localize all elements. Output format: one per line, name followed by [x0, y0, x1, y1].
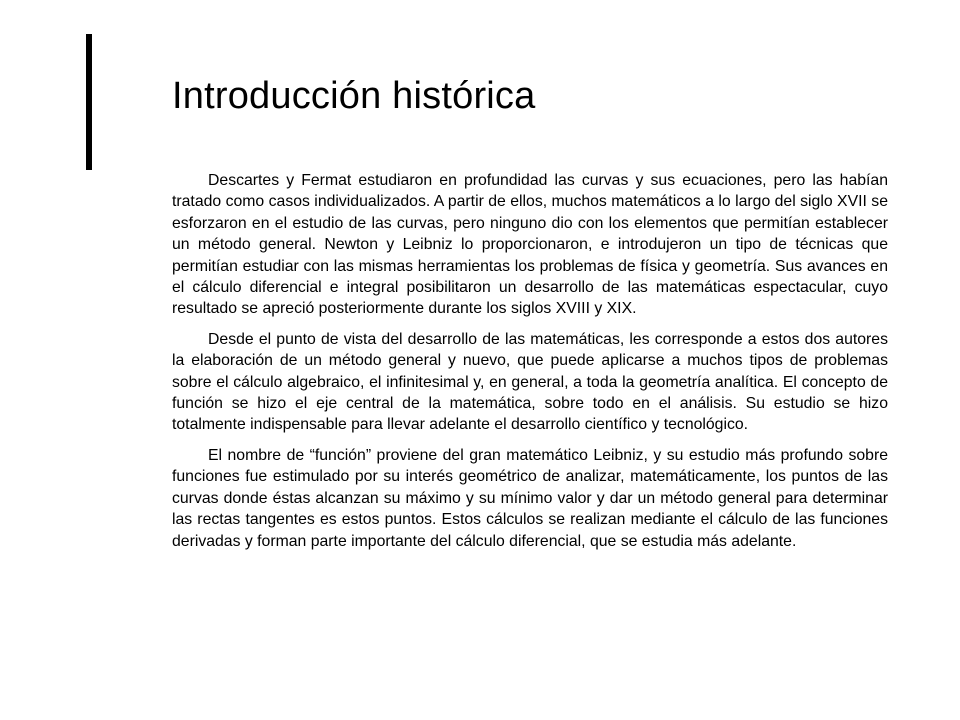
slide-body: [172, 170, 888, 561]
paragraph-3: El nombre de “función” proviene del gran matemático Leibniz, y su estudio más profundo sobre funciones fue estimulado por su interés geométrico de analizar, matemáticamente, los puntos de las curvas donde éstas alcanzan su máximo y su mínimo valor y dar un método general para determinar las rectas tangentes es estos puntos. Estos cálculos se realizan mediante el cálculo de las funciones derivadas y forman parte importante del cálculo diferencial, que se estudia más adelante.: [172, 446, 888, 550]
slide-title: Introducción histórica: [172, 75, 536, 117]
paragraph-1: Descartes y Fermat estudiaron en profundidad las curvas y sus ecuaciones, pero las habían tratado como casos individualizados. A partir de ellos, muchos matemáticos a lo largo del siglo XVII se esforzaron en el estudio de las curvas, pero ninguno dio con los elementos que permitían establecer un método general. Newton y Leibniz lo proporcionaron, e introdujeron un tipo de técnicas que permitían estudiar con las mismas herramientas los problemas de física y geometría. Sus avances en el cálculo diferencial e integral posibilitaron un desarrollo de las matemáticas espectacular, cuyo resultado se apreció posteriormente durante los siglos XVIII y XIX.: [172, 172, 888, 318]
paragraph-2: Desde el punto de vista del desarrollo de las matemáticas, les corresponde a estos dos autores la elaboración de un método general y nuevo, que puede aplicarse a muchos tipos de problemas sobre el cálculo algebraico, el infinitesimal y, en general, a toda la geometría analítica. El concepto de función se hizo el eje central de la matemática, sobre todo en el análisis. Su estudio se hizo totalmente indispensable para llevar adelante el desarrollo científico y tecnológico.: [172, 330, 888, 434]
title-accent-bar: [86, 34, 92, 170]
